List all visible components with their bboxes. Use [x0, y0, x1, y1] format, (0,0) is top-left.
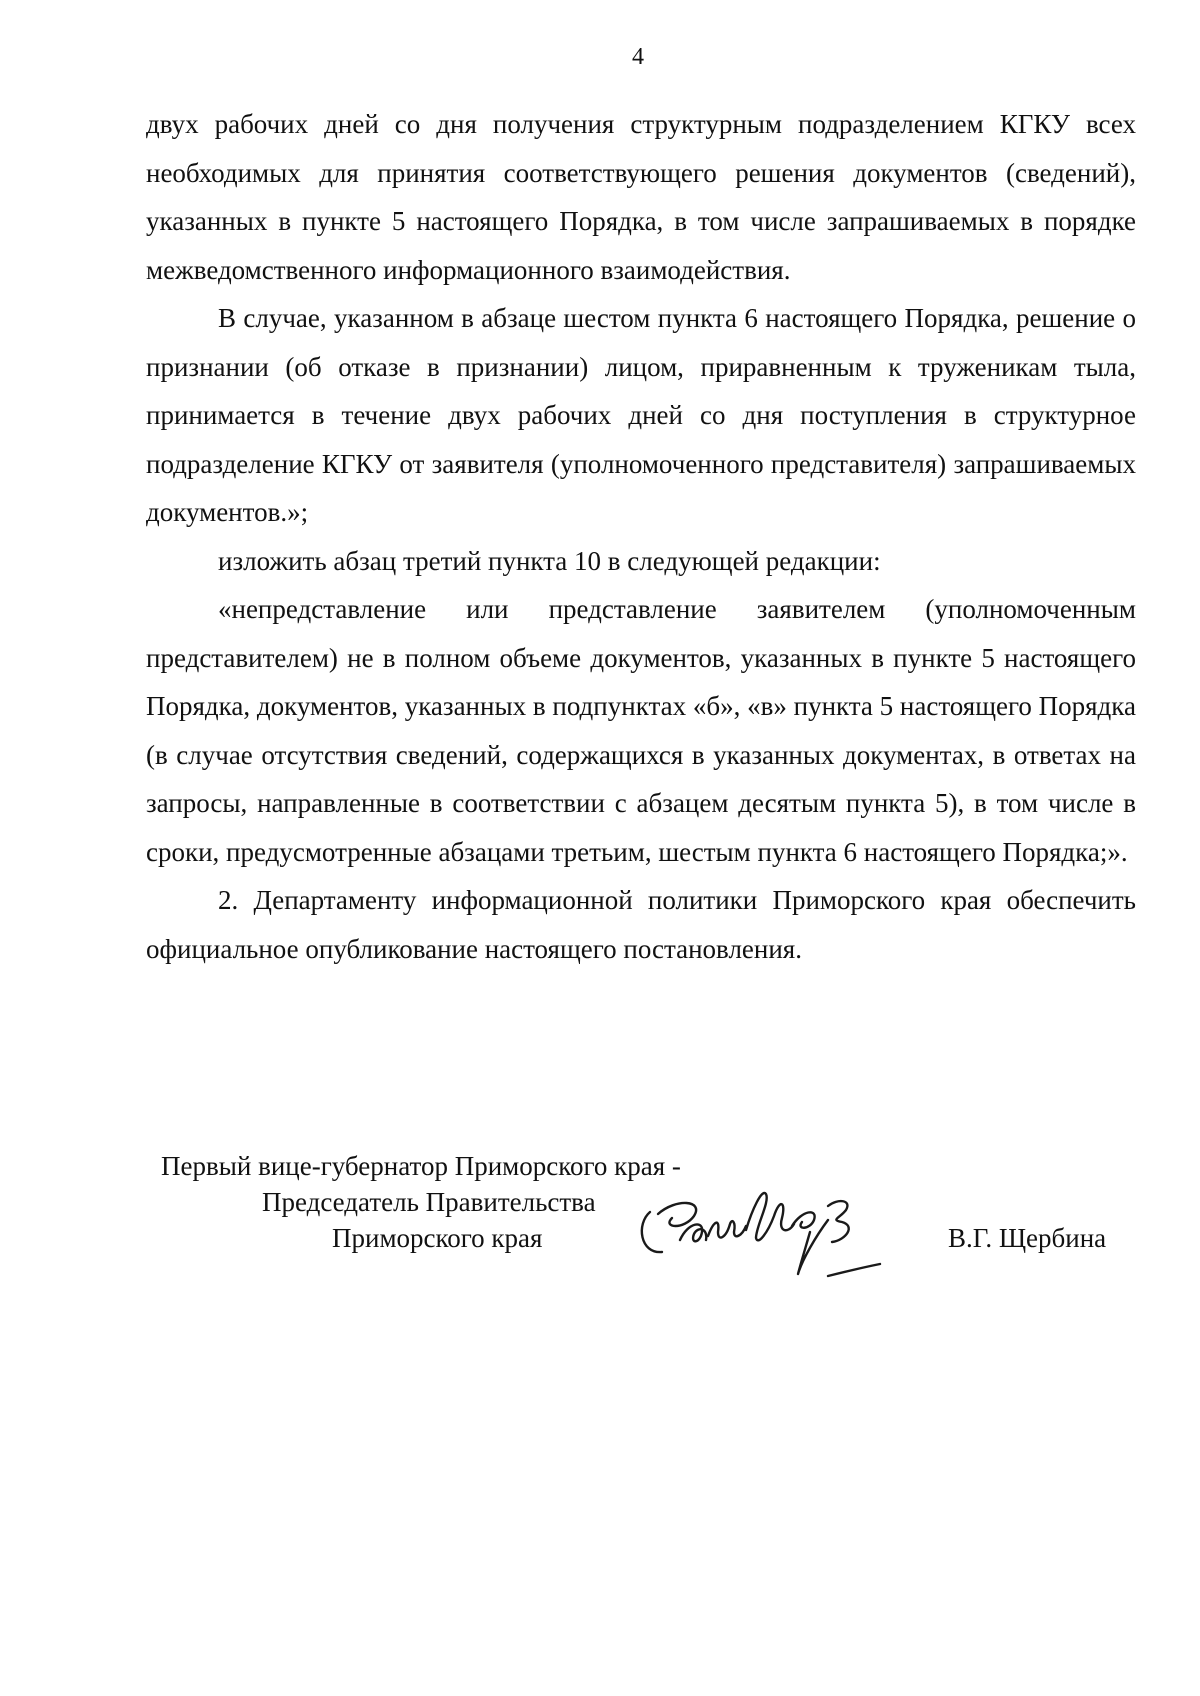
paragraph-amend-instruction: изложить абзац третий пункта 10 в следующей редакции:	[218, 545, 881, 576]
signatory-title-line1: Первый вице-губернатор Приморского края -	[161, 1151, 681, 1181]
signatory-title-line3: Приморского края	[332, 1223, 543, 1253]
signatory-name: В.Г. Щербина	[948, 1223, 1107, 1253]
paragraph-continuation: двух рабочих дней со дня получения структурным подразделением КГКУ всех необходимых для принятия соответствующего решения документов (сведений), указанных в пункте 5 настоящего Порядка, в том числе запрашиваемых в порядке межведомственного информационного взаимодействия.	[146, 109, 1136, 285]
handwritten-signature	[632, 1170, 902, 1280]
signatory-title-line2: Председатель Правительства	[262, 1187, 596, 1217]
paragraph-publication: 2. Департаменту информационной политики Приморского края обеспечить официальное опубликование настоящего постановления.	[146, 885, 1136, 964]
document-body	[146, 100, 1136, 973]
page-number: 4	[632, 44, 644, 70]
paragraph-amend-text: «непредставление или представление заявителем (уполномоченным представителем) не в полном объеме документов, указанных в пункте 5 настоящего Порядка, документов, указанных в подпунктах «б», «в» пункта 5 настоящего Порядка (в случае отсутствия сведений, содержащихся в указанных документах, в ответах на запросы, направленные в соответствии с абзацем десятым пункта 5), в том числе в сроки, предусмотренные абзацами третьим, шестым пункта 6 настоящего Порядка;».	[146, 594, 1136, 867]
paragraph-case-six: В случае, указанном в абзаце шестом пункта 6 настоящего Порядка, решение о признании (об отказе в признании) лицом, приравненным к труженикам тыла, принимается в течение двух рабочих дней со дня поступления в структурное подразделение КГКУ от заявителя (уполномоченного представителя) запрашиваемых документов.»;	[146, 303, 1136, 527]
